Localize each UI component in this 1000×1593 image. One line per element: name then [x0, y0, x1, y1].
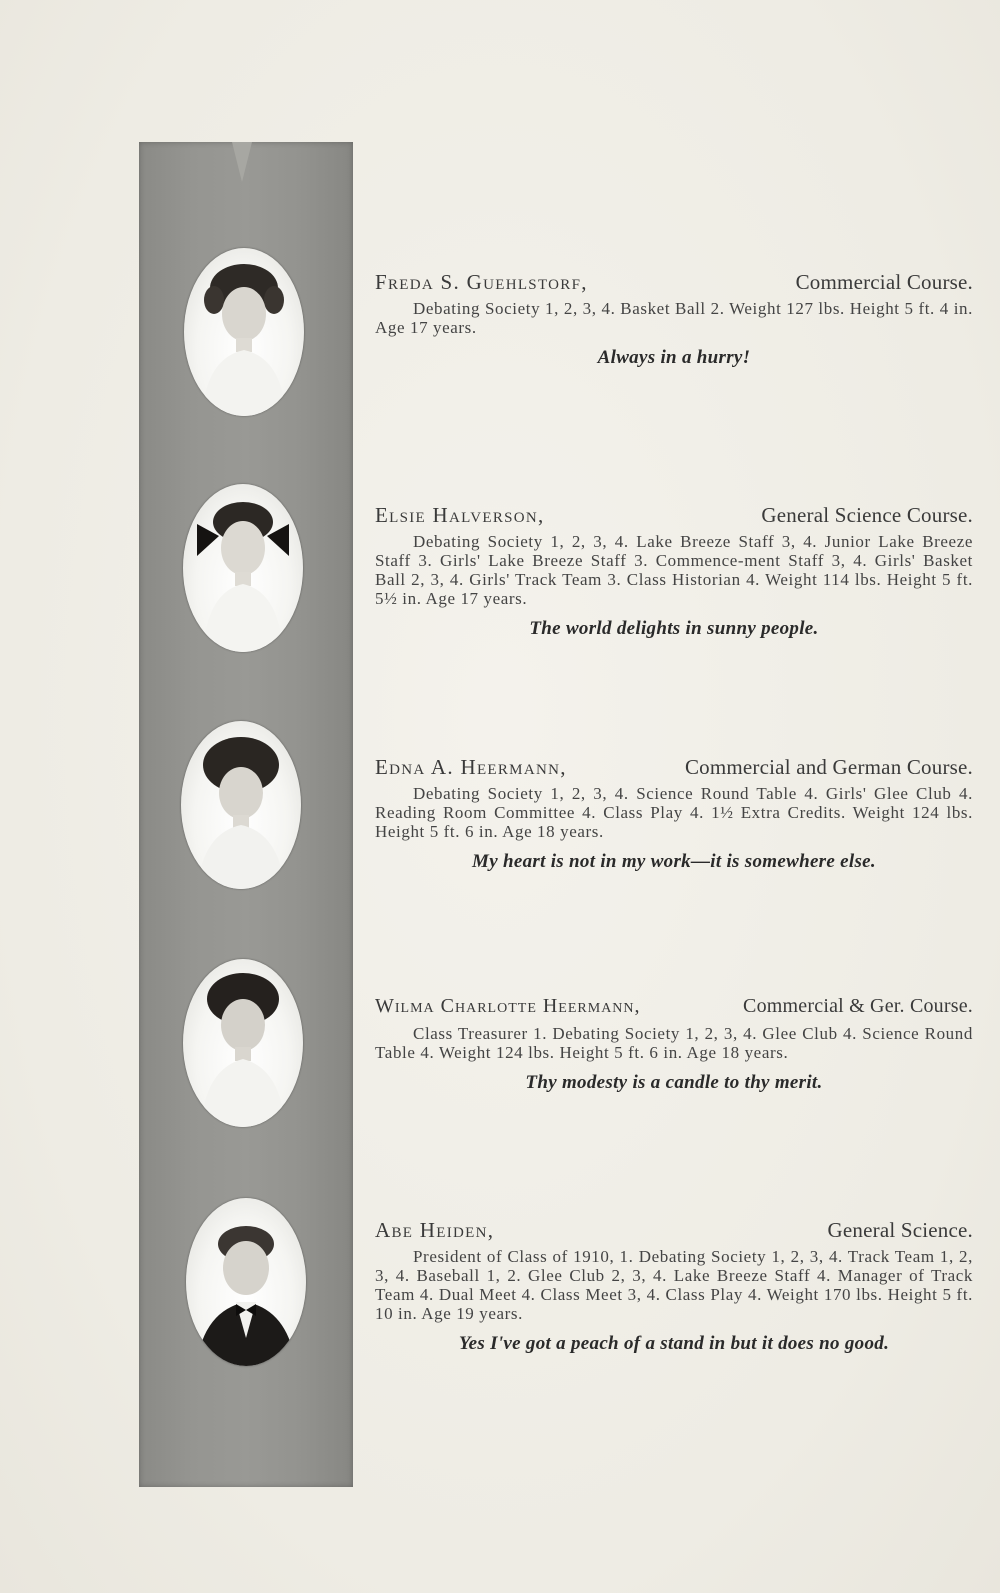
course-name: Commercial and German Course. [684, 755, 973, 779]
strip-tear-mark [232, 142, 252, 182]
activities-text: Debating Society 1, 2, 3, 4. Basket Ball 2. Weight 127 lbs. Height 5 ft. 4 in. Age 17 years. [375, 299, 973, 337]
entry-header [375, 1218, 973, 1244]
photo-strip [139, 142, 353, 1487]
portrait-edna-heermann [181, 721, 301, 889]
motto-text: Thy modesty is a candle to thy merit. [525, 1072, 823, 1093]
portrait-elsie-halverson [183, 484, 303, 652]
entry-header [375, 503, 973, 529]
entry-edna-heermann [375, 755, 973, 873]
entry-elsie-halverson [375, 503, 973, 640]
student-name: Elsie Halverson, [375, 503, 545, 527]
course-name: Commercial Course. [795, 270, 973, 294]
entry-freda-guehlstorf [375, 270, 973, 369]
motto-text: The world delights in sunny people. [529, 618, 819, 639]
course-name: General Science Course. [761, 503, 973, 527]
activities-text: President of Class of 1910, 1. Debating Society 1, 2, 3, 4. Track Team 1, 2, 3, 4. Baseball 1, 2. Glee Club 2, 3, 4. Lake Breeze Staff 4. Manager of Track Team 4. Dual Meet 4. Class Meet 3, 4. Class Play 4. Weight 170 lbs. Height 5 ft. 10 in. Age 19 years. [375, 1247, 973, 1323]
activities-text: Debating Society 1, 2, 3, 4. Science Round Table 4. Girls' Glee Club 4. Reading Room Committee 4. Class Play 4. 1½ Extra Credits. Weight 124 lbs. Height 5 ft. 6 in. Age 18 years. [375, 784, 973, 841]
course-name: General Science. [827, 1218, 973, 1242]
motto-text: Yes I've got a peach of a stand in but it does no good. [458, 1333, 890, 1354]
entry-header [375, 995, 973, 1021]
motto-text: Always in a hurry! [597, 347, 751, 368]
portrait-freda-guehlstorf [184, 248, 304, 416]
activities-text: Class Treasurer 1. Debating Society 1, 2, 3, 4. Glee Club 4. Science Round Table 4. Weight 124 lbs. Height 5 ft. 6 in. Age 18 years. [375, 1024, 973, 1062]
entry-header [375, 270, 973, 296]
entry-header [375, 755, 973, 781]
entry-abe-heiden [375, 1218, 973, 1355]
entry-wilma-heermann [375, 995, 973, 1094]
student-name: Freda S. Guehlstorf, [375, 270, 588, 294]
motto-text: My heart is not in my work—it is somewhere else. [472, 851, 876, 872]
student-name: Edna A. Heermann, [375, 755, 567, 779]
portrait-abe-heiden [186, 1198, 306, 1366]
activities-text: Debating Society 1, 2, 3, 4. Lake Breeze Staff 3, 4. Junior Lake Breeze Staff 3. Girls' Lake Breeze Staff 3. Commence-ment Staff 3, 4. Girls' Basket Ball 2, 3, 4. Girls' Track Team 3. Class Historian 4. Weight 114 lbs. Height 5 ft. 5½ in. Age 17 years. [375, 532, 973, 608]
student-name: Abe Heiden, [375, 1218, 495, 1242]
portrait-wilma-heermann [183, 959, 303, 1127]
student-name: Wilma Charlotte Heermann, [375, 995, 641, 1017]
course-name: Commercial & Ger. Course. [743, 995, 973, 1017]
